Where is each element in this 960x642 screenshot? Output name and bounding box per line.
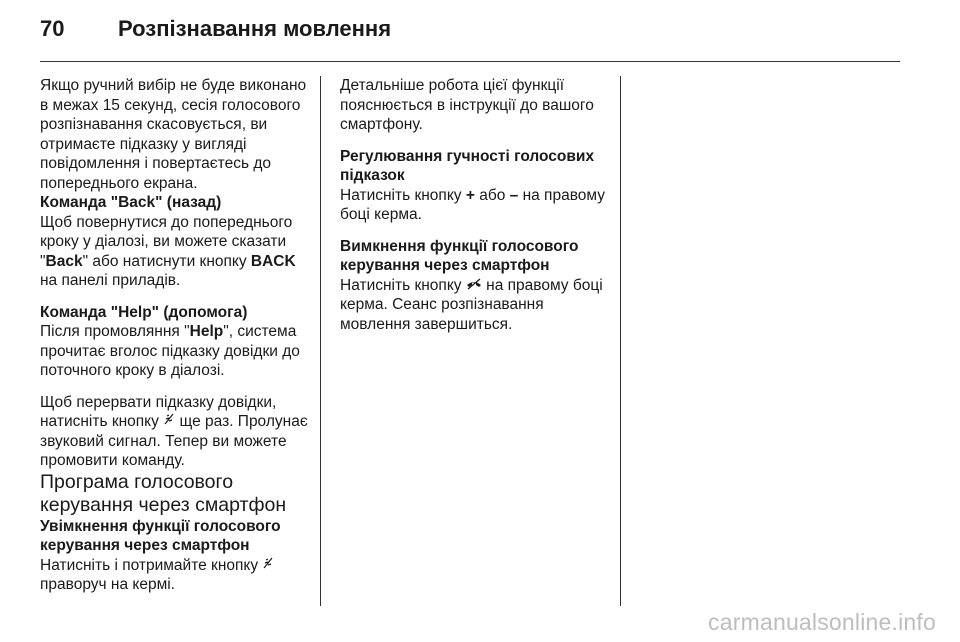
interrupt-help-text: Щоб перервати підказку довідки, натисніть кнопку ще раз. Пролунає звуковий сигнал. Тепер ви можете промовити команду.: [40, 393, 308, 470]
page-header: [40, 16, 920, 56]
left-column: [40, 76, 310, 595]
enable-heading: Увімкнення функції голосового керування через смартфон: [40, 517, 281, 555]
minus-symbol: –: [509, 186, 519, 204]
header-rule: [40, 61, 900, 62]
details-paragraph: Детальніше робота цієї функції пояснюється в інструкції до вашого смартфону.: [340, 77, 594, 133]
help-command-text: Після промовляння "Help", система прочитає вголос підказку довідки до поточного кроку в діалозі.: [40, 323, 300, 379]
hang-up-icon: [466, 276, 482, 296]
plus-symbol: +: [465, 186, 475, 204]
page-number: 70: [40, 16, 65, 41]
section-title: Розпізнавання мовлення: [118, 16, 392, 41]
column-divider: [320, 76, 321, 606]
disable-text: Натисніть кнопку на правому боці керма. Сеанс розпізнавання мовлення завершиться.: [340, 276, 603, 333]
column-divider: [620, 76, 621, 606]
disable-heading: Вимкнення функції голосового керування через смартфон: [340, 237, 579, 274]
back-command-text: Щоб повернутися до попереднього кроку у діалозі, ви можете сказати "Back" або натиснути кнопку BACK на панелі приладів.: [40, 213, 296, 289]
voice-command-icon: [262, 556, 274, 576]
watermark: carmanualsonline.info: [708, 609, 936, 635]
smartphone-program-heading: Програма голосового керування через смартфон: [40, 470, 287, 516]
volume-heading: Регулювання гучності голосових підказок: [340, 147, 595, 184]
volume-text: Натисніть кнопку + або – на правому боці керма.: [340, 186, 605, 223]
back-command-heading: Команда "Back" (назад): [40, 194, 222, 211]
intro-paragraph: Якщо ручний вибір не буде виконано в межах 15 секунд, сесія голосового розпізнавання скасовується, ви отримаєте підказку у вигляді повідомлення і повертаєтесь до попереднього екрана.: [40, 77, 307, 192]
voice-command-icon: [163, 412, 175, 432]
right-column: [340, 76, 610, 334]
help-command-heading: Команда "Help" (допомога): [40, 303, 248, 321]
enable-text: Натисніть і потримайте кнопку праворуч на кермі.: [40, 556, 310, 595]
